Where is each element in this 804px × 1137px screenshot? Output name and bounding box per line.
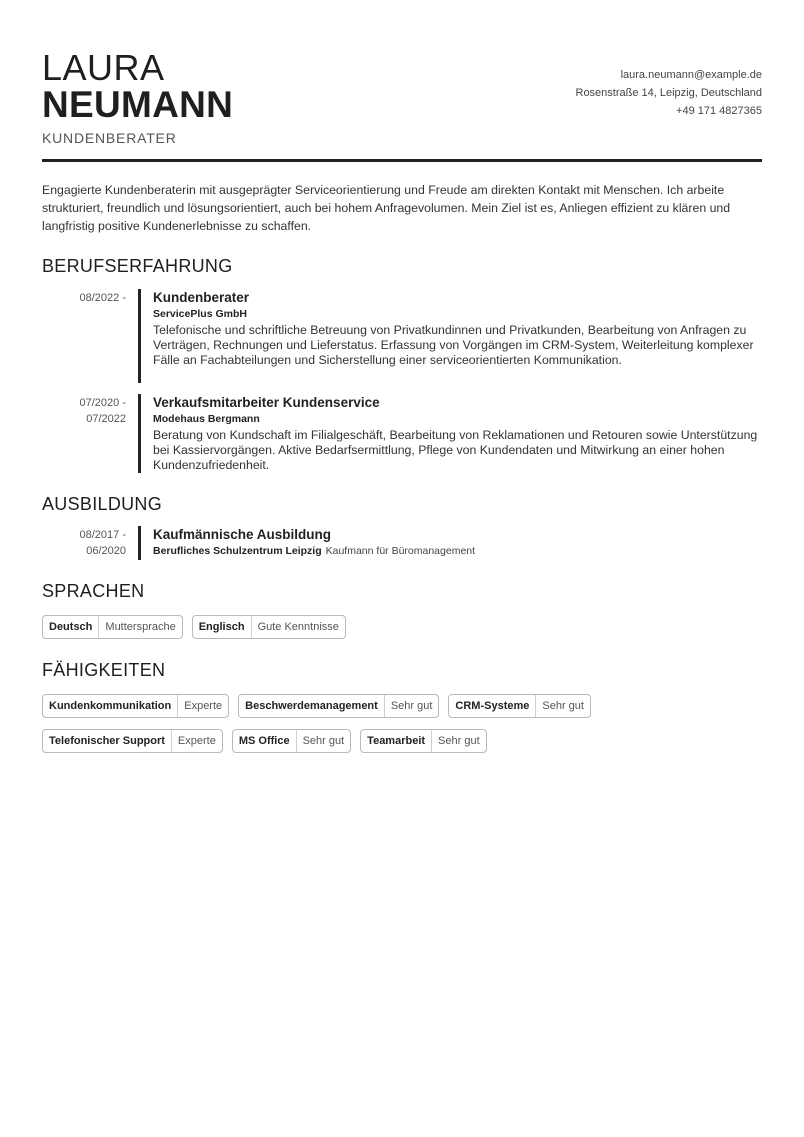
school-note: Kaufmann für Büromanagement [325,545,476,557]
school-name: Berufliches Schulzentrum Leipzig [153,545,322,557]
job-title: KUNDENBERATER [42,130,177,146]
section-title-experience: BERUFSERFAHRUNG [42,256,233,276]
contact-email[interactable]: laura.neumann@example.de [620,69,762,81]
skill-name: Beschwerdemanagement [239,695,385,717]
skill-name: Teamarbeit [361,730,432,752]
first-name: LAURA [42,47,165,88]
entry-date-end: 06/2020 [86,545,126,557]
resume-page [42,0,762,747]
language-chip [192,615,346,639]
entry-company: Modehaus Bergmann [153,413,260,425]
entry-description: Telefonische und schriftliche Betreuung von Privatkundinnen und Privatkunden, Bearbeitung von Anfragen zu Verträgen, Rechnungen und Lieferstatus. Erfassung von Vorgängen im CRM-System, Weiterleitung komplexer Fälle an Fachabteilungen und Sicherstellung einer serviceorientierten Kommunikation. [153,323,754,368]
skill-level: Experte [177,735,216,747]
language-name: Englisch [193,616,252,638]
skill-chip [42,694,229,718]
skill-level: Experte [184,700,223,712]
contact-block [576,66,763,120]
header-divider [42,159,762,162]
skill-level: Sehr gut [390,700,433,712]
entry-role: Verkaufsmitarbeiter Kundenservice [153,395,380,410]
entry-date-start: 07/2020 - [79,397,126,409]
skill-chip [232,729,351,753]
entry-date-start: 08/2017 - [79,529,126,541]
skill-level: Sehr gut [438,735,480,747]
skill-name: CRM-Systeme [449,695,536,717]
language-chip [42,615,183,639]
section-title-skills: FÄHIGKEITEN [42,660,166,680]
experience-entry [42,394,762,473]
entry-body [153,526,762,559]
last-name: NEUMANN [42,84,234,125]
entry-body [153,289,762,369]
skill-chip [238,694,439,718]
entry-bar [138,526,141,560]
skill-level: Sehr gut [542,700,584,712]
resume-header [42,0,762,162]
skill-name: Kundenkommunikation [43,695,178,717]
entry-bar [138,394,141,473]
entry-degree: Kaufmännische Ausbildung [153,527,332,542]
education-entry [42,526,762,560]
contact-phone[interactable]: +49 171 4827365 [676,105,762,117]
skills-row [42,729,487,753]
entry-date-start: 08/2022 - [79,292,126,304]
entry-date [42,290,126,306]
entry-role: Kundenberater [153,290,250,305]
language-level: Gute Kenntnisse [257,621,339,633]
entry-body [153,394,762,474]
section-title-education: AUSBILDUNG [42,494,163,514]
entry-description: Beratung von Kundschaft im Filialgeschäft, Bearbeitung von Reklamationen und Retouren sowie Unterstützung bei Kassiervorgängen. Aktive Bedarfsermittlung, Pflege von Kundendaten und Mitwirkung an einer hohen Kundenzufriedenheit. [153,428,758,473]
skill-level: Sehr gut [302,735,345,747]
entry-date [42,395,126,427]
experience-entry [42,289,762,383]
entry-date [42,527,126,559]
contact-address: Rosenstraße 14, Leipzig, Deutschland [575,87,762,99]
entry-date-end: 07/2022 [86,413,126,425]
entry-bar [138,289,141,383]
entry-school [153,544,762,559]
entry-company: ServicePlus GmbH [153,308,247,320]
profile-summary: Engagierte Kundenberaterin mit ausgeprägter Serviceorientierung und Freude am direkten Kontakt mit Menschen. Ich arbeite strukturiert, freundlich und lösungsorientiert, auch bei hohem Anfragevolumen. Mein Ziel ist es, Anliegen effizient zu klären und langfristig positive Kundenerlebnisse zu schaffen. [42,183,731,233]
languages-list [42,615,346,639]
language-level: Muttersprache [105,621,176,633]
skills-row [42,694,591,718]
skill-chip [448,694,591,718]
skill-name: MS Office [233,730,297,752]
skill-name: Telefonischer Support [43,730,172,752]
language-name: Deutsch [43,616,99,638]
section-title-languages: SPRACHEN [42,581,145,601]
skill-chip [360,729,486,753]
skill-chip [42,729,223,753]
